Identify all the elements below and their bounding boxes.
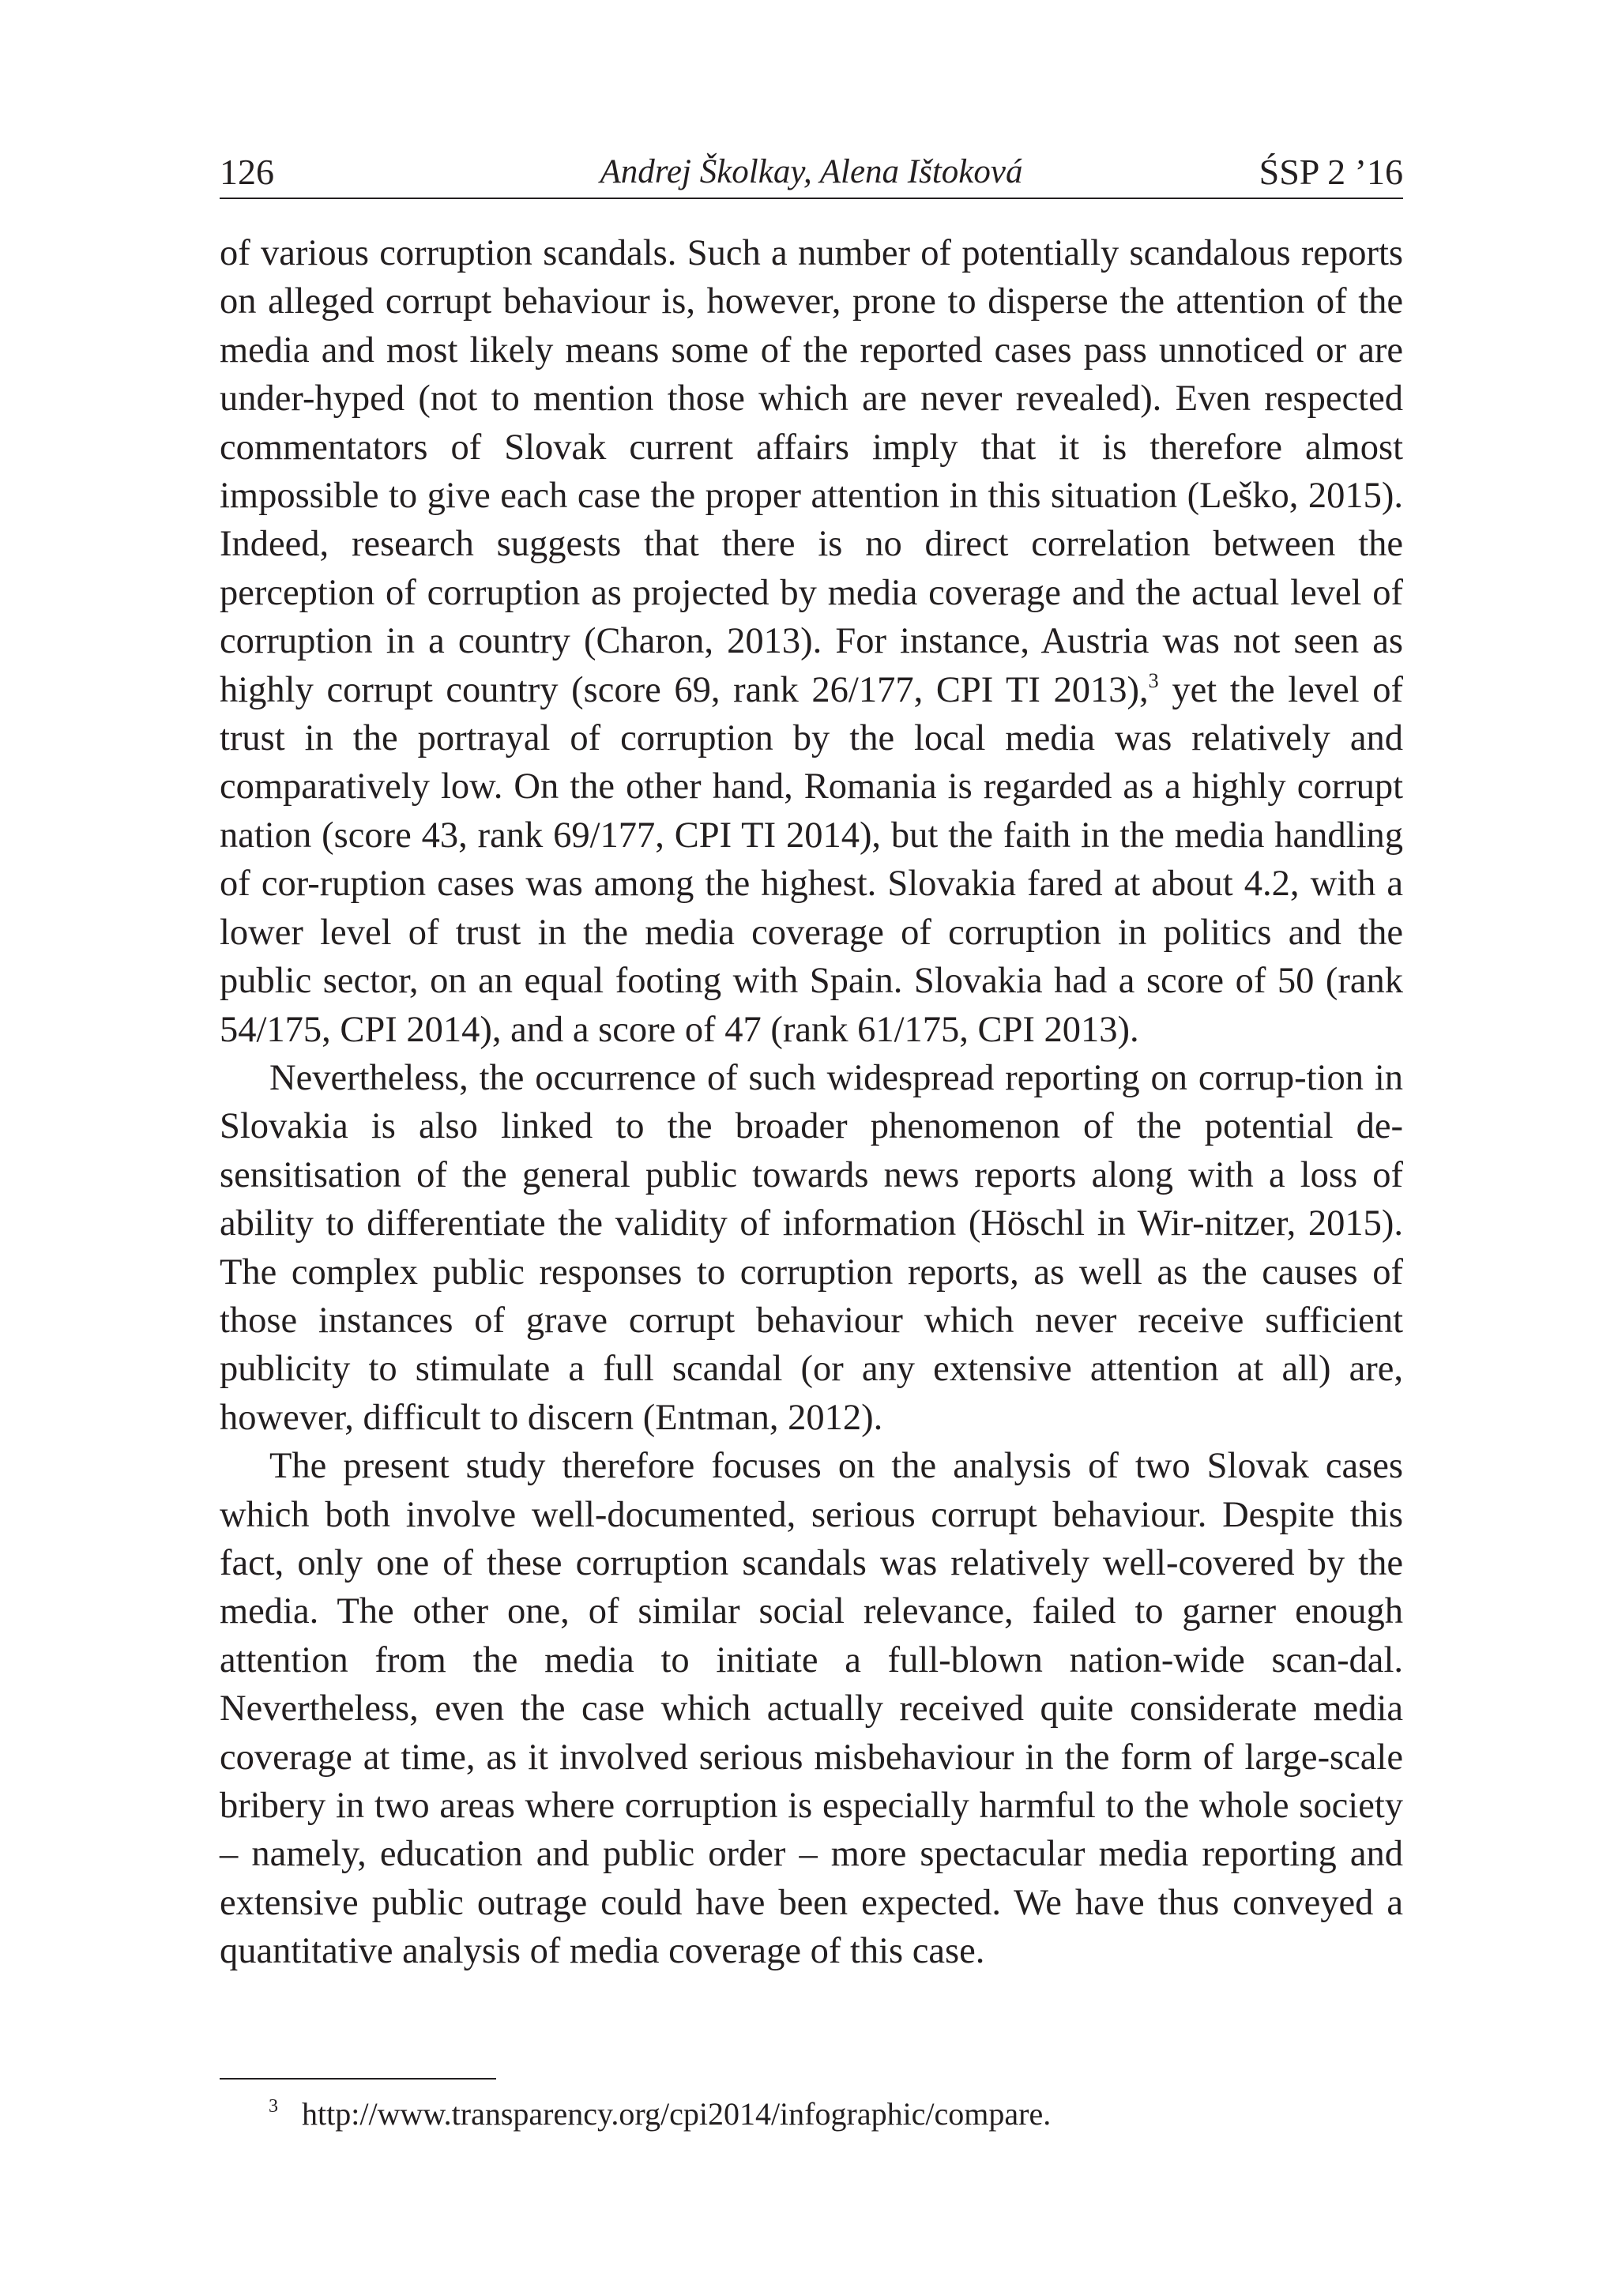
footnote-link[interactable]: http://www.transparency.org/cpi2014/infographic/compare.: [302, 2096, 1052, 2132]
body-text: [220, 229, 1403, 1976]
footnote-divider: [220, 2078, 496, 2080]
header-authors: Andrej Školkay, Alena Ištoková: [600, 153, 1023, 190]
running-header: [220, 147, 1403, 199]
paragraph-2: Nevertheless, the occurrence of such widespread reporting on corrup-tion in Slovakia is also linked to the broader phenomenon of the potential de-sensitisation of the general public towards news reports along with a loss of ability to differentiate the validity of information (Höschl in Wir-nitzer, 2015). The complex public responses to corruption reports, as well as the causes of those instances of grave corrupt behaviour which never receive sufficient publicity to stimulate a full scandal (or any extensive attention at all) are, however, difficult to discern (Entman, 2012).: [220, 1057, 1403, 1438]
footnote: [269, 2092, 1051, 2136]
footnote-reference[interactable]: 3: [1148, 668, 1159, 692]
page-number: 126: [220, 152, 274, 192]
paragraph-1-text-b: yet the level of trust in the portrayal of corruption by the local media was relatively and comparatively low. On the other hand, Romania is regarded as a highly corrupt nation (score 43, rank 69/177, CPI TI 2014), but the faith in the media handling of cor-ruption cases was among the highest. Slovakia fared at about 4.2, with a lower level of trust in the media coverage of corruption in politics and the public sector, on an equal footing with Spain. Slovakia had a score of 50 (rank 54/175, CPI 2014), and a score of 47 (rank 61/175, CPI 2013).: [220, 669, 1403, 1050]
paragraph-1: [220, 229, 1403, 1054]
paragraph-1-text-a: of various corruption scandals. Such a number of potentially scandalous reports on alleged corrupt behaviour is, however, prone to disperse the attention of the media and most likely means some of the reported cases pass unnoticed or are under-hyped (not to mention those which are never revealed). Even respected commentators of Slovak current affairs imply that it is therefore almost impossible to give each case the proper attention in this situation (Leško, 2015). Indeed, research suggests that there is no direct correlation between the perception of corruption as projected by media coverage and the actual level of corruption in a country (Charon, 2013). For instance, Austria was not seen as highly corrupt country (score 69, rank 26/177, CPI TI 2013),: [220, 233, 1403, 710]
footnote-number: 3: [269, 2096, 278, 2117]
journal-reference: ŚSP 2 ’16: [1259, 152, 1403, 192]
paragraph-3: The present study therefore focuses on the analysis of two Slovak cases which both involve well-documented, serious corrupt behaviour. Despite this fact, only one of these corruption scandals was relatively well-covered by the media. The other one, of similar social relevance, failed to garner enough attention from the media to initiate a full-blown nation-wide scan-dal. Nevertheless, even the case which actually received quite considerate media coverage at time, as it involved serious misbehaviour in the form of large-scale bribery in two areas where corruption is especially harmful to the whole society – namely, education and public order – more spectacular media reporting and extensive public outrage could have been expected. We have thus conveyed a quantitative analysis of media coverage of this case.: [220, 1446, 1403, 1972]
